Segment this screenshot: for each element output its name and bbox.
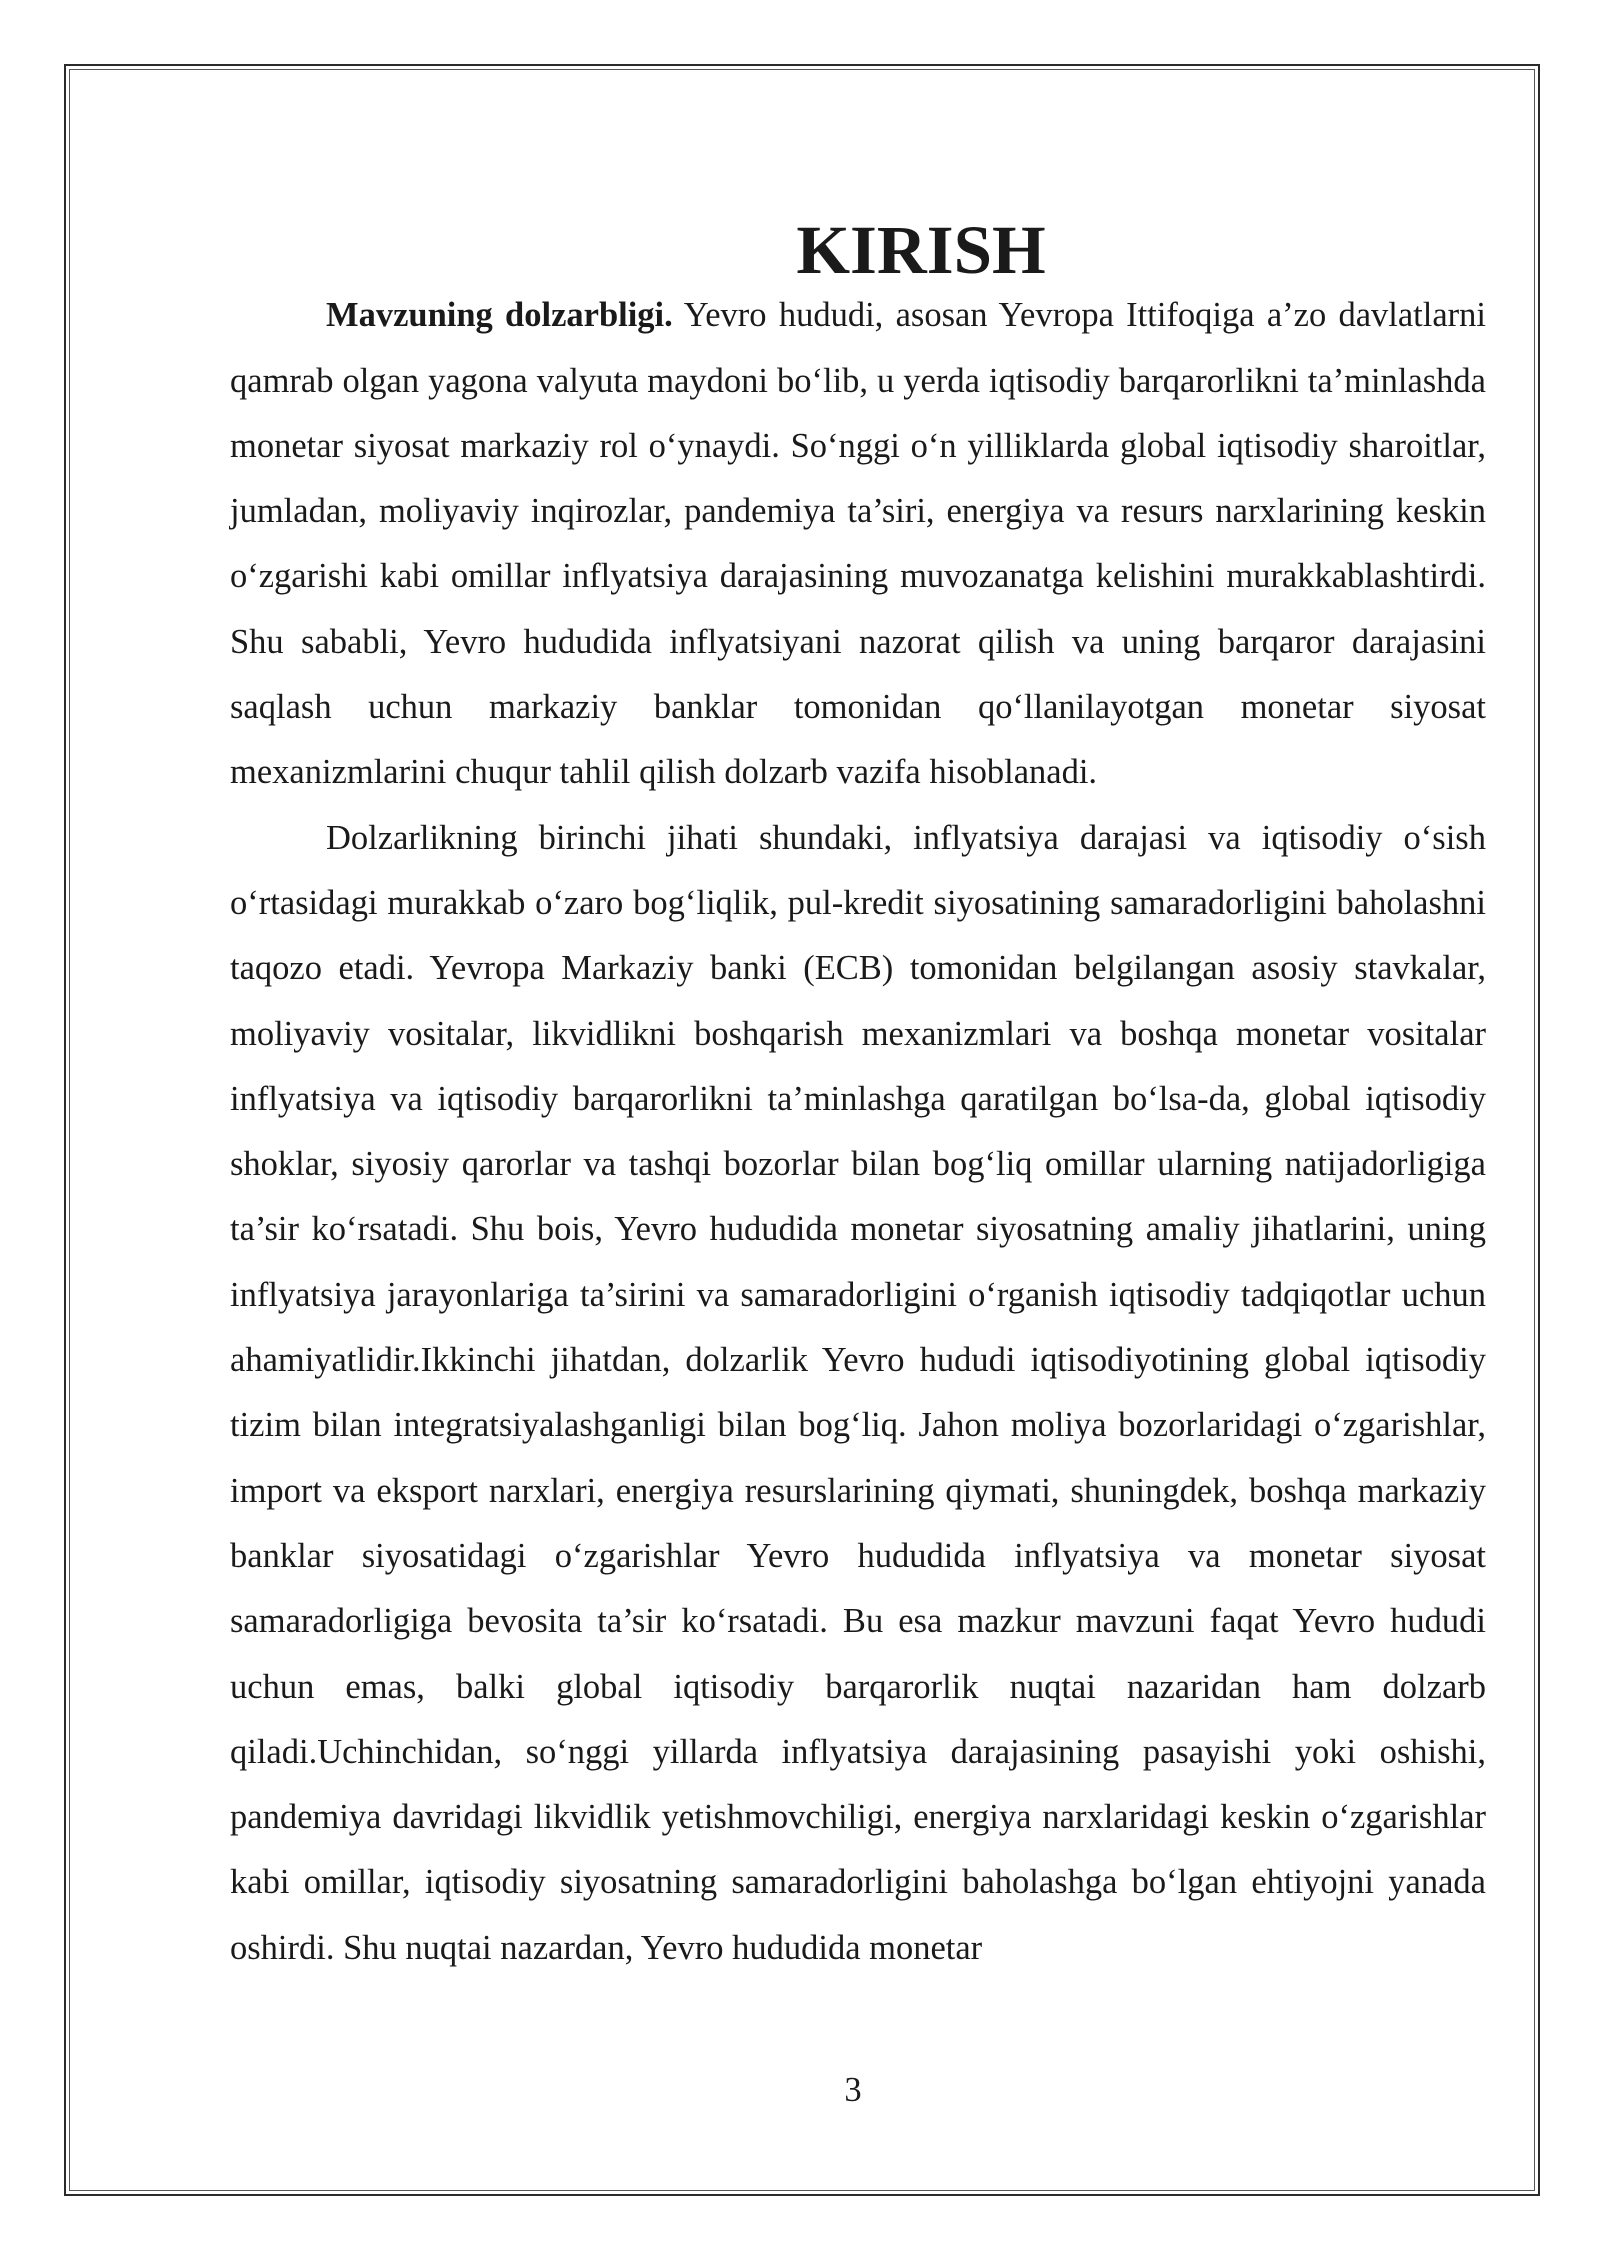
paragraph-text: Yevro hududi, asosan Yevropa Ittifoqiga a’zo davlatlarni qamrab olgan yagona valyuta maydoni bo‘lib, u yerda iqtisodiy barqarorlikni ta’minlashda monetar siyosat markaziy rol o‘ynaydi. So‘nggi o‘n yilliklarda global iqtisodiy sharoitlar, jumladan, moliyaviy inqirozlar, pandemiya ta’siri, energiya va resurs narxlarining keskin o‘zgarishi kabi omillar inflyatsiya darajasining muvozanatga kelishini murakkablashtirdi. Shu sababli, Yevro hududida inflyatsiyani nazorat qilish va uning barqaror darajasini saqlash uchun markaziy banklar tomonidan qo‘llanilayotgan monetar siyosat mexanizmlarini chuqur tahlil qilish dolzarb vazifa hisoblanadi.: [230, 296, 1486, 792]
paragraph-relevance: [230, 283, 1486, 805]
section-heading: KIRISH: [796, 212, 1046, 288]
page-number: 3: [844, 2071, 862, 2109]
paragraph-aspects: [230, 806, 1486, 1981]
document-body: [230, 212, 1486, 1981]
paragraph-text: Dolzarlikning birinchi jihati shundaki, inflyatsiya darajasi va iqtisodiy o‘sish o‘rtasidagi murakkab o‘zaro bog‘liqlik, pul-kredit siyosatining samaradorligini baholashni taqozo etadi. Yevropa Markaziy banki (ECB) tomonidan belgilangan asosiy stavkalar, moliyaviy vositalar, likvidlikni boshqarish mexanizmlari va boshqa monetar vositalar inflyatsiya va iqtisodiy barqarorlikni ta’minlashga qaratilgan bo‘lsa-da, global iqtisodiy shoklar, siyosiy qarorlar va tashqi bozorlar bilan bog‘liq omillar ularning natijadorligiga ta’sir ko‘rsatadi. Shu bois, Yevro hududida monetar siyosatning amaliy jihatlarini, uning inflyatsiya jarayonlariga ta’sirini va samaradorligini o‘rganish iqtisodiy tadqiqotlar uchun ahamiyatlidir.Ikkinchi jihatdan, dolzarlik Yevro hududi iqtisodiyotining global iqtisodiy tizim bilan integratsiyalashganligi bilan bog‘liq. Jahon moliya bozorlaridagi o‘zgarishlar, import va eksport narxlari, energiya resurslarining qiymati, shuningdek, boshqa markaziy banklar siyosatidagi o‘zgarishlar Yevro hududida inflyatsiya va monetar siyosat samaradorligiga bevosita ta’sir ko‘rsatadi. Bu esa mazkur mavzuni faqat Yevro hududi uchun emas, balki global iqtisodiy barqarorlik nuqtai nazaridan ham dolzarb qiladi.Uchinchidan, so‘nggi yillarda inflyatsiya darajasining pasayishi yoki oshishi, pandemiya davridagi likvidlik yetishmovchiligi, energiya narxlaridagi keskin o‘zgarishlar kabi omillar, iqtisodiy siyosatning samaradorligini baholashga bo‘lgan ehtiyojni yanada oshirdi. Shu nuqtai nazardan, Yevro hududida monetar: [230, 818, 1486, 1967]
paragraph-lead: Mavzuning dolzarbligi.: [326, 296, 673, 335]
